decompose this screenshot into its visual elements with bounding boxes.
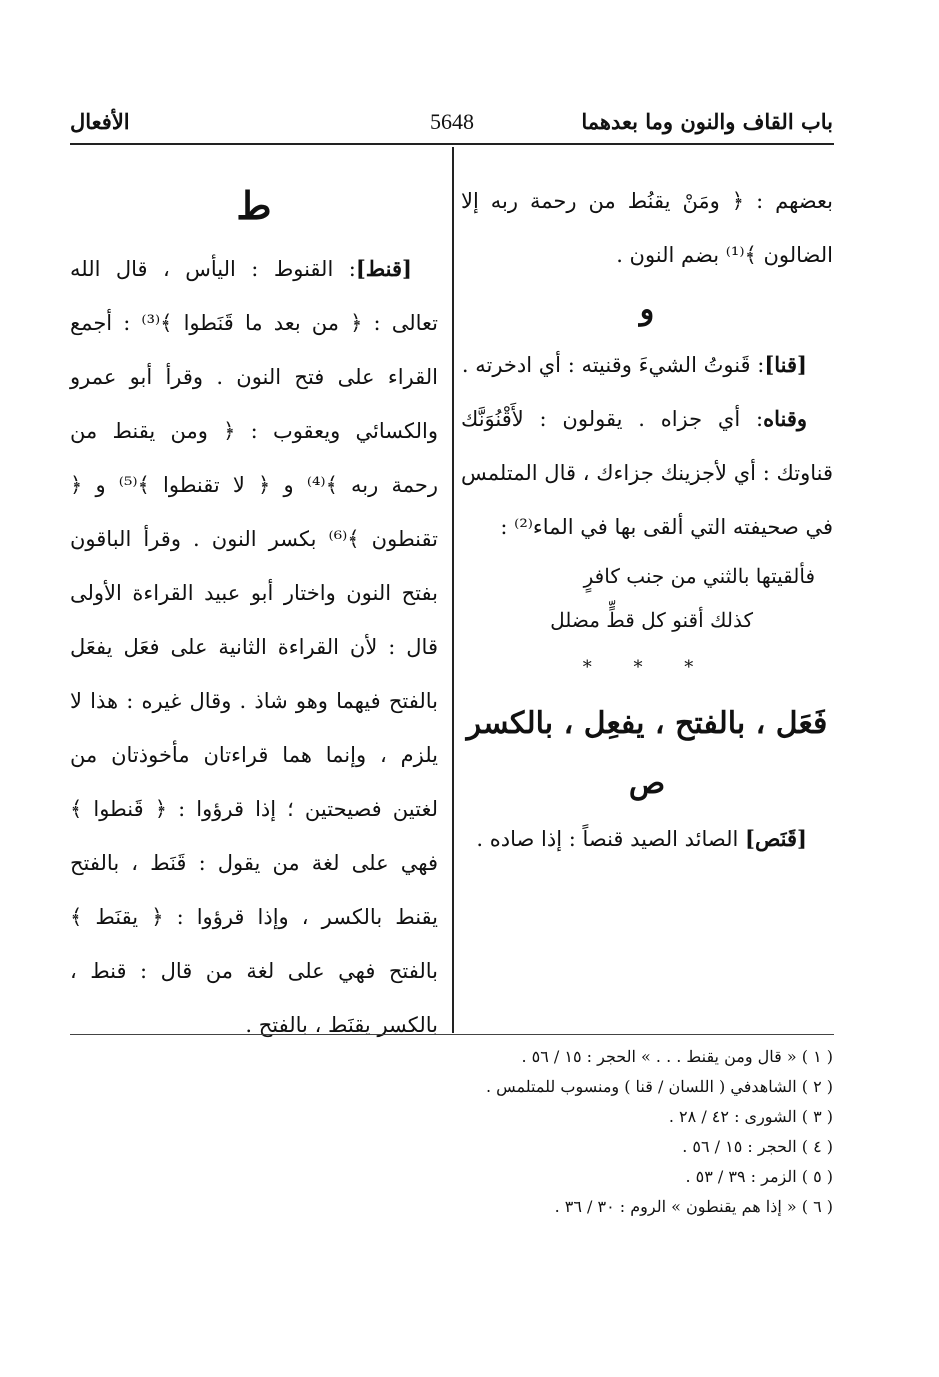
footnote-rule [70,1034,834,1035]
section-letter-waw: و [639,292,655,327]
footnote-3: ( ٣ ) الشورى : ٤٢ / ٢٨ . [668,1107,833,1126]
footnote-6: ( ٦ ) « إذا هم يقنطون » الروم : ٣٠ / ٣٦ . [554,1197,833,1216]
running-header-section: باب القاف والنون وما بعدهما [581,109,833,134]
footnote-5: ( ٥ ) الزمر : ٣٩ / ٥٣ . [685,1167,833,1186]
right-column [461,174,833,866]
entry-qanas [461,812,833,866]
footnotes [93,1042,833,1222]
footnote-2: ( ٢ ) الشاهدفي ( اللسان / قنا ) ومنسوب للمتلمس . [485,1077,833,1096]
paragraph-qanah [461,392,833,554]
footnote-1: ( ١ ) « قال ومن يقنط . . . » الحجر : ١٥ / ٥٦ . [521,1047,833,1066]
entry-text: : القنوط : اليأس ، قال الله تعالى : ﴿ من بعد ما قَنَطوا ﴾⁽³⁾ : أجمع القراء على فتح النون . وقرأ أبو عمرو والكسائي ويعقوب : ﴿ ومن يقنط من رحمة ربه ﴾⁽⁴⁾ و ﴿ لا تقنطوا ﴾⁽⁵⁾ و ﴿ تقنطون ﴾⁽⁶⁾ بكسر النون . وقرأ الباقون بفتح النون واختار أبو عبيد القراءة الأولى قال : لأن القراءة الثانية على فعَل يفعَل بالفتح فيهما وهو شاذ . وقال غيره : هذا لا يلزم ، وإنما هما قراءتان مأخوذتان من لغتين فصيحتين ؛ إذا قرؤوا : ﴿ قَنطوا ﴾ فهي على لغة من يقول : قَنَط ، بالفتح يقنط بالكسر ، وإذا قرؤوا : ﴿ يقنَط ﴾ بالفتح فهي على لغة من قال : قنط ، بالكسر يقنَط ، بالفتح . [70,257,438,1037]
section-separator-stars: * * * [582,657,712,678]
footnote-4: ( ٤ ) الحجر : ١٥ / ٥٦ . [682,1137,833,1156]
entry-headword: [قنا] [764,352,807,377]
entry-qana [461,338,833,392]
entry-headword: [قَنَص] [745,826,807,851]
entry-headword: [قنط] [355,256,412,281]
entry-text: الصائد الصيد قنصاً : إذا صاده . [476,827,739,851]
header-rule [70,143,834,145]
entry-qanat [70,242,438,1052]
section-letter-sad: ص [628,766,666,801]
column-divider [452,147,454,1033]
poem-verse-1: فألقيتها بالثني من جنب كافرٍ [583,564,815,588]
section-title: فَعَل ، بالفتح ، يفعِل ، بالكسر [466,706,828,741]
section-letter-ta: ط [236,183,272,228]
paragraph-continuation: بعضهم : ﴿ ومَنْ يقنُط من رحمة ربه إلا الضالون ﴾⁽¹⁾ بضم النون . [461,189,833,267]
entry-headword: وقناه [763,406,807,431]
entry-text: : أي جزاه . يقولون : لأَقْنُوَنَّك قناوتك : أي لأجزينك جزاءك ، قال المتلمس في صحيفته التي ألقى بها في الماء⁽²⁾ : [461,407,833,539]
entry-text: : قَنوتُ الشيءَ وقنيته : أي ادخرته . [461,353,765,377]
left-column [70,174,438,1052]
page-number: 5648 [430,109,474,134]
running-header-category: الأفعال [70,109,130,134]
poem-verse-2: كذلك أقنو كل قطٍّ مضلل [550,608,753,632]
